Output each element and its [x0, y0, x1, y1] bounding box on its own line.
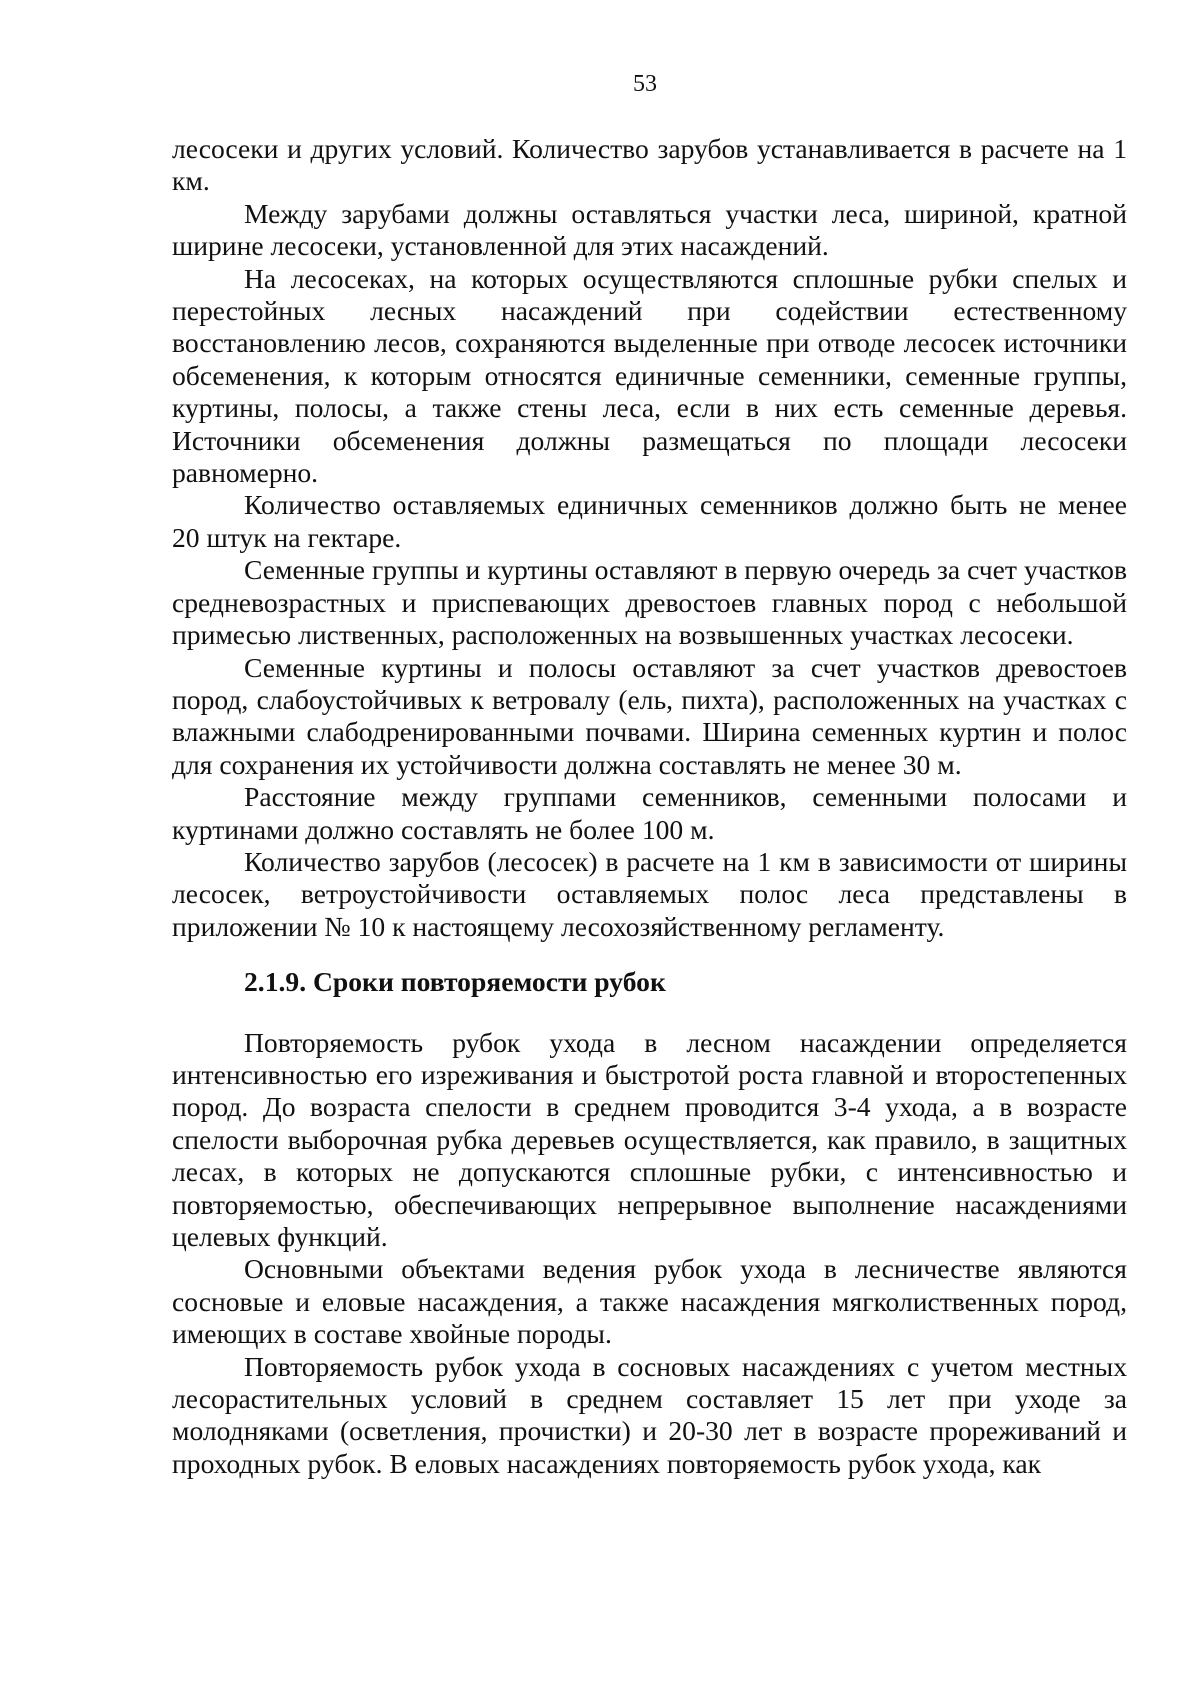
paragraph: Семенные куртины и полосы оставляют за счет участков древостоев пород, слабоустойчивых к ветровалу (ель, пихта), расположенных на участках с влажными слабодренированными почвами. Ширина семенных куртин и полос для сохранения их устойчивости должна составлять не менее 30 м.	[172, 651, 1127, 780]
paragraph: Повторяемость рубок ухода в сосновых насаждениях с учетом местных лесорастительных условий в среднем составляет 15 лет при уходе за молодняками (осветления, прочистки) и 20-30 лет в возрасте прореживаний и проходных рубок. В еловых насаждениях повторяемость рубок ухода, как	[172, 1350, 1127, 1479]
paragraph: Семенные группы и куртины оставляют в первую очередь за счет участков средневозрастных и приспевающих древостоев главных пород с небольшой примесью лиственных, расположенных на возвышенных участках лесосеки.	[172, 554, 1127, 651]
paragraph: лесосеки и других условий. Количество зарубов устанавливается в расчете на 1 км.	[172, 133, 1127, 197]
paragraph: Количество зарубов (лесосек) в расчете на 1 км в зависимости от ширины лесосек, ветроустойчивости оставляемых полос леса представлены в приложении № 10 к настоящему лесохозяйственному регламенту.	[172, 845, 1127, 942]
paragraph: Основными объектами ведения рубок ухода в лесничестве являются сосновые и еловые насаждения, а также насаждения мягколиственных пород, имеющих в составе хвойные породы.	[172, 1253, 1127, 1350]
paragraph: Повторяемость рубок ухода в лесном насаждении определяется интенсивностью его изреживания и быстротой роста главной и второстепенных пород. До возраста спелости в среднем проводится 3-4 ухода, а в возрасте спелости выборочная рубка деревьев осуществляется, как правило, в защитных лесах, в которых не допускаются сплошные рубки, с интенсивностью и повторяемостью, обеспечивающих непрерывное выполнение насаждениями целевых функций.	[172, 1026, 1127, 1252]
document-body	[172, 133, 1127, 1480]
paragraph: Расстояние между группами семенников, семенными полосами и куртинами должно составлять не более 100 м.	[172, 781, 1127, 845]
paragraph: Между зарубами должны оставляться участки леса, шириной, кратной ширине лесосеки, установленной для этих насаждений.	[172, 197, 1127, 262]
page-number: 53	[633, 71, 657, 97]
paragraph: Количество оставляемых единичных семенников должно быть не менее 20 штук на гектаре.	[172, 489, 1127, 553]
paragraph: На лесосеках, на которых осуществляются сплошные рубки спелых и перестойных лесных насаждений при содействии естественному восстановлению лесов, сохраняются выделенные при отводе лесосек источники обсеменения, к которым относятся единичные семенники, семенные группы, куртины, полосы, а также стены леса, если в них есть семенные деревья. Источники обсеменения должны размещаться по площади лесосеки равномерно.	[172, 262, 1127, 489]
section-heading: 2.1.9. Сроки повторяемости рубок	[244, 966, 666, 998]
